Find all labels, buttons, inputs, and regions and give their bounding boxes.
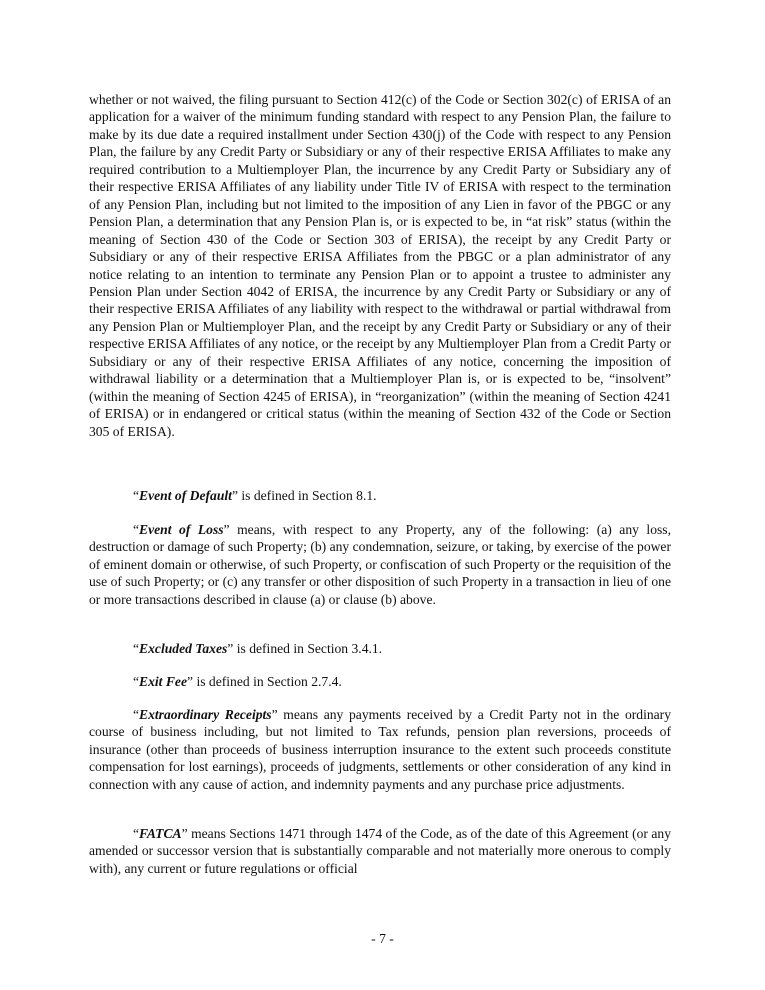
paragraph-text: whether or not waived, the filing pursuant to Section 412(c) of the Code or Section 302(c) of ERISA of an application for a waiver of the minimum funding standard with respect to any Pension Plan, the failure to make by its due date a required installment under Section 430(j) of the Code with respect to any Pension Plan, the failure by any Credit Party or Subsidiary or any of their respective ERISA Affiliates to make any required contribution to a Multiemployer Plan, the incurrence by any Credit Party or Subsidiary any of their respective ERISA Affiliates of any liability under Title IV of ERISA with respect to the termination of any Pension Plan, including but not limited to the imposition of any Lien in favor of the PBGC or any Pension Plan, a determination that any Pension Plan is, or is expected to be, in “at risk” status (within the meaning of Section 430 of the Code or Section 303 of ERISA), the receipt by any Credit Party or Subsidiary or any of their respective ERISA Affiliates from the PBGC or a plan administrator of any notice relating to an intention to terminate any Pension Plan or to appoint a trustee to administer any Pension Plan under Section 4042 of ERISA, the incurrence by any Credit Party or Subsidiary or any of their respective ERISA Affiliates of any liability with respect to the withdrawal or partial withdrawal from any Pension Plan or Multiemployer Plan, and the receipt by any Credit Party or Subsidiary or any of their respective ERISA Affiliates of any notice, or the receipt by any Multiemployer Plan from a Credit Party or Subsidiary or any of their respective ERISA Affiliates of any notice, concerning the imposition of withdrawal liability or a determination that a Multiemployer Plan is, or is expected to be, “insolvent” (within the meaning of Section 4245 of ERISA), in “reorganization” (within the meaning of Section 4241 of ERISA) or in endangered or critical status (within the meaning of Section 432 of the Code or Section 305 of ERISA). [89, 92, 671, 439]
definition-exit-fee [89, 673, 671, 690]
defined-term: Event of Loss [139, 522, 224, 537]
definition-text: is defined in Section 2.7.4. [193, 674, 342, 689]
defined-term: Excluded Taxes [139, 641, 228, 656]
definition-text: means Sections 1471 through 1474 of the Code, as of the date of this Agreement (or any amended or successor version that is substantially comparable and not materially more onerous to comply with), any current or future regulations or official [89, 826, 671, 876]
defined-term: Exit Fee [139, 674, 187, 689]
definition-text: is defined in Section 3.4.1. [233, 641, 383, 656]
open-quote: “ [133, 707, 140, 722]
definition-event-of-default [89, 487, 671, 504]
open-quote: “ [133, 641, 140, 656]
definition-text: is defined in Section 8.1. [237, 488, 377, 503]
page-number: - 7 - [371, 931, 394, 946]
close-quote: ” [271, 707, 278, 722]
open-quote: “ [133, 674, 140, 689]
definition-event-of-loss [89, 521, 671, 608]
definition-fatca [89, 825, 671, 877]
open-quote: “ [133, 488, 140, 503]
close-quote: ” [231, 488, 238, 503]
defined-term: Event of Default [139, 488, 232, 503]
close-quote: ” [187, 674, 194, 689]
close-quote: ” [223, 522, 230, 537]
definition-extraordinary-receipts [89, 706, 671, 793]
paragraph-pension-plan-events [89, 91, 671, 440]
definition-text: means, with respect to any Property, any of the following: (a) any loss, destruction or damage of such Property; (b) any condemnation, seizure, or taking, by exercise of the power of eminent domain or otherwise, of such Property, or confiscation of such Property or the requisition of the use of such Property; or (c) any transfer or other disposition of such Property in a transaction in lieu of one or more transactions described in clause (a) or clause (b) above. [89, 522, 671, 607]
open-quote: “ [133, 826, 140, 841]
close-quote: ” [181, 826, 188, 841]
open-quote: “ [133, 522, 140, 537]
definition-text: means any payments received by a Credit Party not in the ordinary course of business including, but not limited to Tax refunds, pension plan reversions, proceeds of insurance (other than proceeds of business interruption insurance to the extent such proceeds constitute compensation for lost earnings), proceeds of judgments, settlements or other consideration of any kind in connection with any cause of action, and indemnity payments and any purchase price adjustments. [89, 707, 671, 792]
defined-term: FATCA [139, 826, 182, 841]
close-quote: ” [227, 641, 234, 656]
defined-term: Extraordinary Receipts [139, 707, 272, 722]
definition-excluded-taxes [89, 640, 671, 657]
